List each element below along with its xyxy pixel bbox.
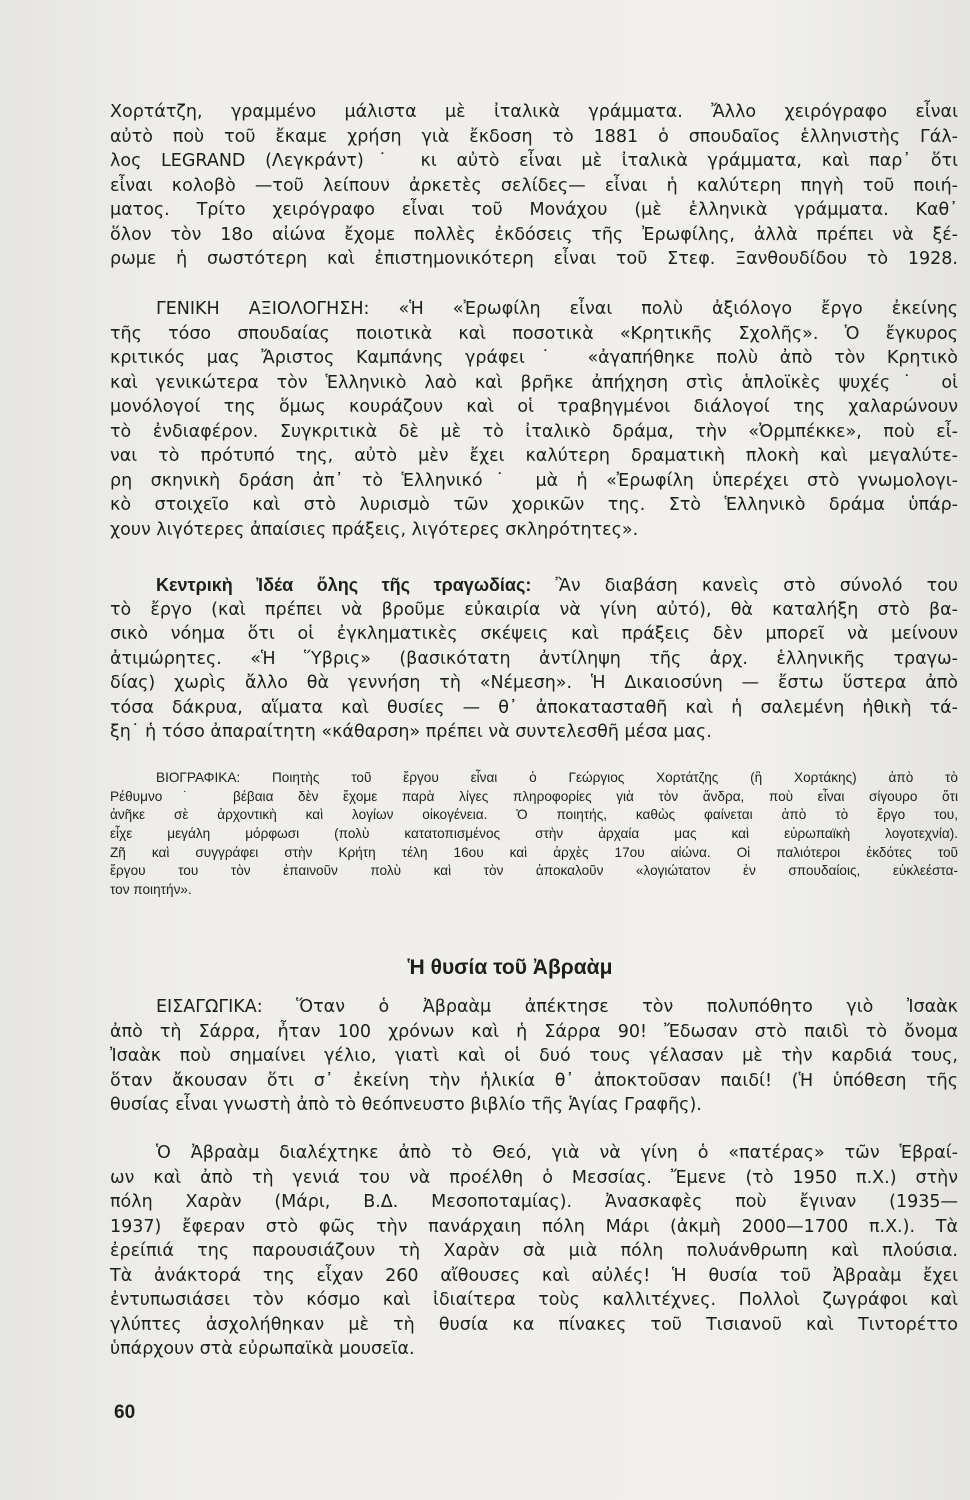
text-line: ων καὶ ἀπὸ τὴ γενιά του νὰ προέλθη ὁ Μεσσίας. Ἔμενε (τὸ 1950 π.Χ.) στὴν xyxy=(110,1167,958,1188)
text-line: εἶναι κολοβὸ —τοῦ λείπουν ἀρκετὲς σελίδες— εἶναι ἡ καλύτερη πηγὴ τοῦ ποιή- xyxy=(110,175,958,196)
text-line: ΓΕΝΙΚΗ ΑΞΙΟΛΟΓΗΣΗ: «Ἡ «Ἐρωφίλη εἶναι πολὺ ἀξιόλογο ἔργο ἐκείνης xyxy=(156,299,958,319)
text-line: 1937) ἔφεραν στὸ φῶς τὴν πανάρχαιη πόλη Μάρι (ἀκμὴ 2000—1700 π.Χ.). Τὰ xyxy=(110,1216,958,1237)
text-line: Ρέθυμνο˙ βέβαια δὲν ἔχομε παρὰ λίγες πληροφορίες γιὰ τὸν ἄνδρα, ποὺ εἶναι σίγουρο ὅτι xyxy=(110,788,958,804)
text-line: τὸ ἔργο (καὶ πρέπει νὰ βροῦμε εὐκαιρία νὰ γίνη αὐτό), θὰ καταλήξη στὸ βα- xyxy=(110,599,958,620)
introduction-paragraph xyxy=(110,995,958,1118)
page-number: 60 xyxy=(114,1402,136,1423)
text-line: μονόλογοί της ὅμως κουράζουν καὶ οἱ τραβηγμένοι διάλογοί της χαλαρώνουν xyxy=(110,397,958,417)
text-line: ἐντυπωσιάσει τὸν κόσμο καὶ ἰδιαίτερα τοὺς καλλιτέχνες. Πολλοὶ ζωγράφοι καὶ xyxy=(110,1290,958,1310)
central-idea-first-line: Ἂν διαβάση κανεὶς στὸ σύνολό του xyxy=(555,576,958,596)
text-line: χουν λιγότερες ἀπαίσιες πράξεις, λιγότερες σκληρότητες». xyxy=(110,519,639,540)
text-line: τὸ ἐνδιαφέρον. Συγκριτικὰ δὲ μὲ τὸ ἰταλικὸ δράμα, τὴν «Ὀρμπέκκε», ποὺ εἶ- xyxy=(110,421,958,442)
text-line: δίας) χωρὶς ἄλλο θὰ γεννήση τὴ «Νέμεση». Ἡ Δικαιοσύνη — ἔστω ὕστερα ἀπὸ xyxy=(110,673,958,693)
text-line: ρη σκηνικὴ δράση ἀπ᾽ τὸ Ἑλληνικό˙ μὰ ἡ «Ἐρωφίλη ὑπερέχει στὸ γνωμολογι- xyxy=(110,470,958,491)
text-line: ὑπάρχουν στὰ εὐρωπαϊκὰ μουσεῖα. xyxy=(110,1339,415,1359)
text-line: αὐτὸ ποὺ τοῦ ἔκαμε χρήση γιὰ ἔκδοση τὸ 1881 ὁ σπουδαῖος ἑλληνιστὴς Γάλ- xyxy=(110,126,958,147)
text-line: ἐρείπιά της παρουσιάζουν τὴ Χαρὰν σὰ μιὰ πόλη πολυάνθρωπη καὶ πλούσια. xyxy=(110,1241,958,1261)
text-line: Ζῆ καὶ συγγράφει στὴν Κρήτη τέλη 16ου καὶ ἀρχὲς 17ου αἰώνα. Οἱ παλιότεροι ἐκδότες τοῦ xyxy=(110,844,958,860)
text-line: ματος. Τρίτο χειρόγραφο εἶναι τοῦ Μονάχου (μὲ ἑλληνικὰ γράμματα. Καθ᾽ xyxy=(110,200,958,220)
text-line: θυσίας εἶναι γνωστὴ ἀπὸ τὸ θεόπνευστο βιβλίο τῆς Ἁγίας Γραφῆς). xyxy=(110,1095,702,1115)
general-evaluation-paragraph xyxy=(110,297,958,542)
central-idea-paragraph xyxy=(110,573,958,745)
text-line: πόλη Χαρὰν (Μάρι, Β.Δ. Μεσοποταμίας). Ἀνασκαφὲς ποὺ ἔγιναν (1935— xyxy=(110,1192,958,1212)
text-line: κὸ στοιχεῖο καὶ στὸ λυρισμὸ τῶν χορικῶν της. Στὸ Ἑλληνικὸ δράμα ὑπάρ- xyxy=(110,495,958,515)
text-line: Ἰσαὰκ ποὺ σημαίνει γέλιο, γιατὶ καὶ οἱ δυό τους γέλασαν μὲ τὴν καρδιά τους, xyxy=(110,1046,958,1066)
text-line: ἔργου του τὸν ἐπαινοῦν πολὺ καὶ τὸν ἀποκαλοῦν «λογιώτατον ἐν σπουδαίοις, εὐκλεέστα- xyxy=(110,863,958,879)
text-line: ΒΙΟΓΡΑΦΙΚΑ: Ποιητὴς τοῦ ἔργου εἶναι ὁ Γεώργιος Χορτάτζης (ἢ Χορτάκης) ἀπὸ τὸ xyxy=(156,770,958,785)
text-line: Χορτάτζη, γραμμένο μάλιστα μὲ ἰταλικὰ γράμματα. Ἄλλο χειρόγραφο εἶναι xyxy=(110,102,958,122)
text-line xyxy=(110,573,958,598)
abraham-paragraph xyxy=(110,1141,958,1362)
section-title: Ἡ θυσία τοῦ Ἀβραὰμ xyxy=(407,956,613,979)
text-line: τον ποιητήν». xyxy=(110,882,192,898)
biography-paragraph xyxy=(110,769,958,900)
text-line: ξη˙ ἡ τόσο ἀπαραίτητη «κάθαρση» πρέπει νὰ συντελεσθῆ μέσα μας. xyxy=(110,722,712,742)
text-line: λος LEGRAND (Λεγκράντ)˙ κι αὐτὸ εἶναι μὲ ἰταλικὰ γράμματα, καὶ παρ᾽ ὅτι xyxy=(110,151,958,171)
text-line: ὅλον τὸν 18ο αἰώνα ἔχομε πολλὲς ἐκδόσεις τῆς Ἐρωφίλης, ἀλλὰ πρέπει νὰ ξέ- xyxy=(110,224,958,245)
text-line: γλύπτες ἀσχολήθηκαν μὲ τὴ θυσία κα πίνακες τοῦ Τισιανοῦ καὶ Τιντορέττο xyxy=(110,1314,958,1335)
text-line: κριτικός μας Ἄριστος Καμπάνης γράφει˙ «ἀγαπήθηκε πολὺ ἀπὸ τὸν Κρητικὸ xyxy=(110,348,958,368)
text-line: Ὁ Ἀβραὰμ διαλέχτηκε ἀπὸ τὸ Θεό, γιὰ νὰ γίνη ὁ «πατέρας» τῶν Ἑβραί- xyxy=(156,1143,958,1163)
text-line: ναι τὸ πρότυπό της, αὐτὸ μὲν ἔχει καλύτερη δραματικὴ πλοκὴ καὶ μεγαλύτε- xyxy=(110,446,958,466)
text-line: ἀνῆκε σὲ ἀρχοντικὴ καὶ λογίων οἰκογένεια. Ὁ ποιητής, καθὼς φαίνεται ἀπὸ τὸ ἔργο του, xyxy=(110,807,958,823)
text-line: ρωμε ἡ σωστότερη καὶ ἐπιστημονικότερη εἶναι τοῦ Στεφ. Ξανθουδίδου τὸ 1928. xyxy=(110,249,958,269)
text-line: ἀτιμώρητες. «Ἡ Ὕβρις» (βασικότατη ἀντίληψη τῆς ἀρχ. ἑλληνικῆς τραγω- xyxy=(110,648,958,669)
text-line: σικὸ νόημα ὅτι οἱ ἐγκληματικὲς σκέψεις καὶ πράξεις δὲν μπορεῖ νὰ μείνουν xyxy=(110,624,958,644)
text-line: τόσα δάκρυα, αἵματα καὶ θυσίες — θ᾽ ἀποκατασταθῆ καὶ ἡ σαλεμένη ἠθικὴ τά- xyxy=(110,697,958,718)
central-idea-heading: Κεντρικὴ Ἰδέα ὅλης τῆς τραγωδίας: xyxy=(156,575,532,595)
intro-paragraph xyxy=(110,100,958,272)
text-line: ἀπὸ τὴ Σάρρα, ἦταν 100 χρόνων καὶ ἡ Σάρρα 90! Ἔδωσαν στὸ παιδὶ τὸ ὄνομα xyxy=(110,1021,958,1042)
text-line: εἶχε μεγάλη μόρφωσι (πολὺ κατατοπισμένος στὴν ἀρχαία μας καὶ εὐρωπαϊκὴ λογοτεχνία). xyxy=(110,826,958,842)
text-line: καὶ γενικώτερα τὸν Ἑλληνικὸ λαὸ καὶ βρῆκε ἀπήχηση στὶς ἁπλοϊκὲς ψυχές˙ οἱ xyxy=(110,372,958,393)
text-line: Τὰ ἀνάκτορά της εἶχαν 260 αἴθουσες καὶ αὐλές! Ἡ θυσία τοῦ Ἀβραὰμ ἔχει xyxy=(110,1265,958,1286)
text-line: ὅταν ἄκουσαν ὅτι σ᾽ ἐκείνη τὴν ἡλικία θ᾽ ἀποκτοῦσαν παιδί! (Ἡ ὑπόθεση τῆς xyxy=(110,1070,958,1091)
text-line: τῆς τόσο σπουδαίας ποιοτικὰ καὶ ποσοτικὰ «Κρητικῆς Σχολῆς». Ὁ ἔγκυρος xyxy=(110,323,958,344)
text-line: ΕΙΣΑΓΩΓΙΚΑ: Ὅταν ὁ Ἀβραὰμ ἀπέκτησε τὸν πολυπόθητο γιὸ Ἰσαὰκ xyxy=(156,997,958,1017)
